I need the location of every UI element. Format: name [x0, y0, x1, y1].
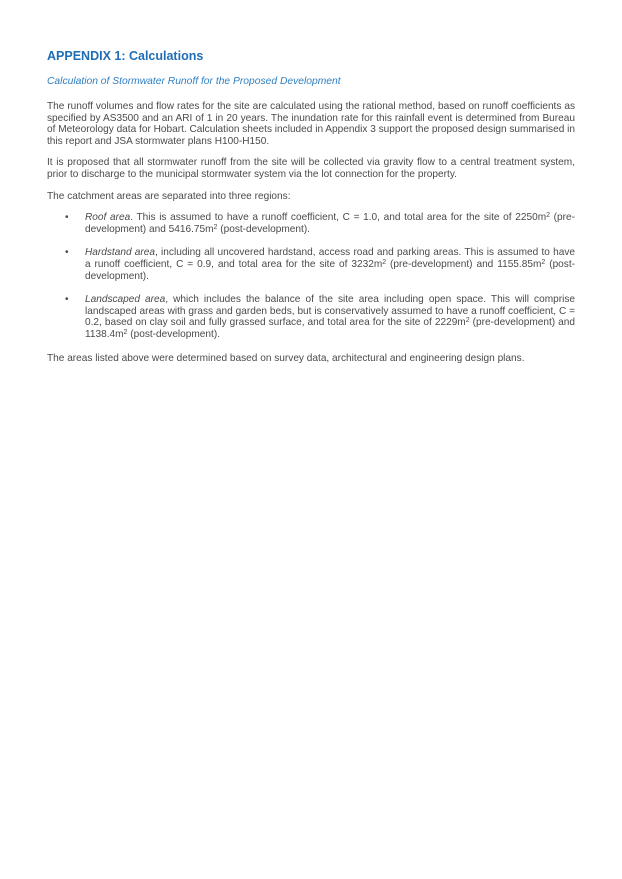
roof-area-text-2: (pre-development) and 5416.75m — [85, 212, 575, 235]
intro-paragraph: The runoff volumes and flow rates for the site are calculated using the rational method, based on runoff coefficients as specified by AS3500 and an ARI of 1 in 20 years. The inundation rate for this rainfall event is determined from Bureau of Meteorology data for Hobart. Calculation sheets included in Appendix 3 support the proposed design summarised in this report and JSA stormwater plans H100-H150. — [47, 101, 575, 147]
hardstand-area-sup-1: 2 — [382, 258, 387, 266]
hardstand-area-sup-2: 2 — [541, 258, 546, 266]
roof-area-sup-1: 2 — [546, 212, 551, 220]
document-page — [47, 48, 575, 374]
landscaped-area-sup-2: 2 — [123, 328, 128, 336]
roof-area-sup-2: 2 — [213, 223, 218, 231]
bullet-icon: • — [65, 294, 69, 306]
hardstand-area-text-1: , including all uncovered hardstand, access road and parking areas. This is assumed to have a runoff coefficient, C = 0.9, and total area for the site of 3232m — [85, 247, 575, 270]
landscaped-area-text-2: (pre-development) and 1138.4m — [85, 317, 576, 340]
appendix-heading: APPENDIX 1: Calculations — [47, 49, 204, 63]
section-subheading: Calculation of Stormwater Runoff for the Proposed Development — [47, 76, 341, 87]
catchment-list — [47, 212, 575, 340]
landscaped-area-text-3: (post-development). — [127, 328, 221, 340]
landscaped-area-sup-1: 2 — [465, 317, 470, 325]
landscaped-area-text-1: , which includes the balance of the site area including open space. This will comprise landscaped areas with grass and garden beds, but is conservatively assumed to have a runoff coefficient, C = 0.2, based on clay soil and fully grassed surface, and total area for the site of 2229m — [85, 294, 575, 329]
closing-paragraph: The areas listed above were determined based on survey data, architectural and engineering design plans. — [47, 352, 525, 364]
bullet-icon: • — [65, 212, 69, 224]
list-item-roof-area — [47, 212, 575, 235]
hardstand-area-term: Hardstand area — [85, 247, 156, 259]
regions-intro-paragraph: The catchment areas are separated into three regions: — [47, 190, 291, 202]
roof-area-text-1: . This is assumed to have a runoff coefficient, C = 1.0, and total area for the site of 2250m — [130, 212, 547, 224]
list-item-hardstand-area — [47, 247, 575, 282]
hardstand-area-text-3: (post-development). — [85, 258, 576, 282]
bullet-icon: • — [65, 247, 69, 259]
roof-area-term: Roof area — [85, 212, 131, 224]
hardstand-area-text-2: (pre-development) and 1155.85m — [386, 258, 542, 270]
list-item-landscaped-area — [47, 294, 575, 340]
collection-paragraph: It is proposed that all stormwater runoff from the site will be collected via gravity flow to a central treatment system, prior to discharge to the municipal stormwater system via the lot connection for the property. — [47, 157, 575, 180]
landscaped-area-term: Landscaped area — [85, 294, 166, 306]
roof-area-text-3: (post-development). — [217, 223, 310, 235]
